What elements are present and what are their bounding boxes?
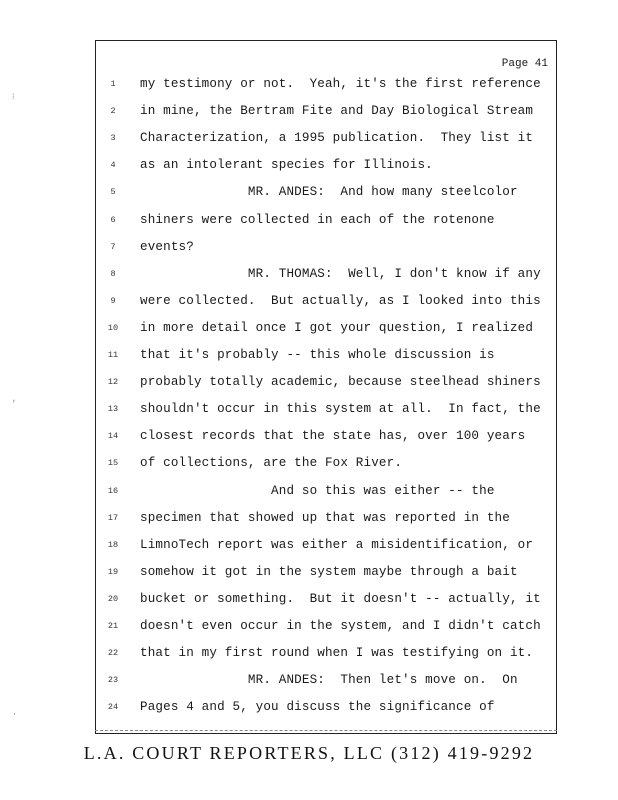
- line-number: 8: [110, 268, 116, 279]
- line-number: 13: [107, 404, 119, 415]
- line-text: Characterization, a 1995 publication. They list it: [140, 131, 534, 146]
- margin-mark: ,: [12, 395, 17, 404]
- transcript-line: [96, 131, 556, 151]
- line-number: 6: [110, 214, 116, 225]
- reporter-footer: L.A. COURT REPORTERS, LLC (312) 419-9292: [83, 743, 535, 763]
- transcript-line: [96, 213, 556, 233]
- line-text: shouldn't occur in this system at all. In fact, the: [140, 402, 541, 417]
- line-number: 2: [110, 106, 116, 117]
- line-number: 10: [107, 322, 119, 333]
- page-number: Page 41: [501, 58, 548, 70]
- line-text: probably totally academic, because steelhead shiners: [140, 375, 541, 390]
- line-number: 20: [107, 593, 119, 604]
- margin-mark: ⁝: [12, 93, 15, 102]
- line-text: in mine, the Bertram Fite and Day Biological Stream: [140, 104, 534, 119]
- transcript-line: [96, 158, 556, 178]
- transcript-line: [96, 456, 556, 476]
- line-text: that in my first round when I was testifying on it.: [140, 646, 534, 661]
- transcript-line: [96, 673, 556, 693]
- transcript-line: [96, 565, 556, 585]
- line-text: my testimony or not. Yeah, it's the first reference: [140, 77, 541, 91]
- line-text: in more detail once I got your question, I realized: [140, 320, 534, 335]
- line-number: 19: [107, 566, 119, 577]
- transcript-line: [96, 77, 556, 97]
- line-text: doesn't even occur in the system, and I didn't catch: [140, 619, 541, 633]
- transcript-line: [96, 104, 556, 124]
- line-number: 4: [110, 160, 116, 171]
- line-text: And so this was either -- the: [140, 483, 495, 498]
- line-text: MR. ANDES: And how many steelcolor: [140, 185, 518, 200]
- transcript-line: [96, 646, 556, 666]
- transcript-line: [96, 511, 556, 531]
- line-text: events?: [140, 239, 194, 254]
- transcript-line: [96, 592, 556, 612]
- line-text: were collected. But actually, as I looked into this: [140, 293, 541, 308]
- transcript-line: [96, 538, 556, 558]
- line-number: 12: [107, 377, 119, 388]
- line-number: 11: [107, 350, 119, 360]
- transcript-line: [96, 185, 556, 205]
- transcript-line: [96, 402, 556, 422]
- line-number: 22: [107, 648, 119, 659]
- line-number: 17: [107, 512, 119, 523]
- line-number: 16: [107, 485, 119, 496]
- line-number: 7: [110, 241, 116, 252]
- line-number: 3: [110, 133, 116, 144]
- transcript-line: [96, 321, 556, 341]
- transcript-line: [96, 375, 556, 395]
- transcript-line: [96, 294, 556, 314]
- line-text: Pages 4 and 5, you discuss the significance of: [140, 700, 495, 715]
- line-text: of collections, are the Fox River.: [140, 456, 403, 471]
- transcript-line: [96, 484, 556, 504]
- line-number: 18: [107, 539, 119, 550]
- line-number: 5: [110, 187, 116, 198]
- transcript-line: [96, 240, 556, 260]
- line-number: 9: [110, 295, 116, 306]
- line-number: 1: [110, 79, 116, 89]
- line-text: LimnoTech report was either a misidentification, or: [140, 537, 534, 552]
- line-text: specimen that showed up that was reported in the: [140, 510, 510, 525]
- transcript-line: [96, 267, 556, 287]
- transcript-line: [96, 700, 556, 720]
- line-text: MR. THOMAS: Well, I don't know if any: [140, 266, 541, 281]
- line-text: that it's probably -- this whole discussion is: [140, 348, 495, 362]
- line-text: closest records that the state has, over 100 years: [140, 429, 526, 444]
- line-number: 15: [107, 458, 119, 469]
- line-number: 23: [107, 675, 119, 686]
- line-text: as an intolerant species for Illinois.: [140, 158, 433, 173]
- line-number: 14: [107, 431, 119, 442]
- line-number: 24: [107, 702, 119, 713]
- line-text: shiners were collected in each of the rotenone: [140, 212, 495, 227]
- line-text: MR. ANDES: Then let's move on. On: [140, 673, 518, 688]
- transcript-line: [96, 429, 556, 449]
- transcript-page: [95, 40, 557, 734]
- margin-mark: ·: [12, 710, 17, 719]
- line-number: 21: [107, 621, 119, 631]
- line-text: bucket or something. But it doesn't -- actually, it: [140, 591, 541, 606]
- line-text: somehow it got in the system maybe through a bait: [140, 564, 518, 579]
- transcript-line: [96, 348, 556, 368]
- transcript-line: [96, 619, 556, 639]
